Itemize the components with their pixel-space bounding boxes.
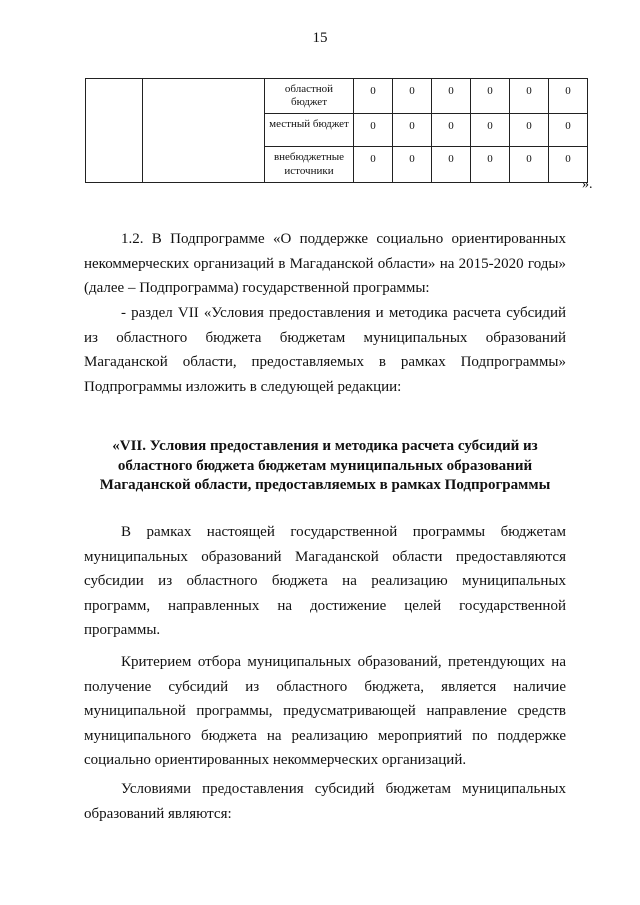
text-line: Магаданской области, предоставляемых в рамках Подпрограммы»	[84, 354, 566, 371]
table-cell-empty	[143, 79, 265, 183]
table-cell-value: 0	[549, 79, 588, 114]
text-line: образований являются:	[84, 805, 232, 822]
table-cell-value: 0	[549, 114, 588, 147]
text-line: некоммерческих организаций в Магаданской области» на 2015-2020 годы»	[84, 255, 566, 272]
text-line: программ, направленных на достижение целей государственной	[84, 597, 566, 614]
text-line: субсидии из областного бюджета на реализацию муниципальных	[84, 573, 566, 590]
table-cell-value: 0	[510, 79, 549, 114]
table-cell-value: 0	[393, 147, 432, 182]
table-cell-value: 0	[393, 114, 432, 147]
table-cell-value: 0	[510, 147, 549, 182]
heading-line: «VII. Условия предоставления и методика расчета субсидий из	[112, 438, 538, 454]
table-cell-value: 0	[354, 114, 393, 147]
table-row-label: местный бюджет	[265, 114, 354, 147]
text-line: Подпрограммы изложить в следующей редакции:	[84, 378, 402, 395]
table-row	[86, 79, 588, 114]
table-cell-value: 0	[432, 114, 471, 147]
table-closing-quote: ».	[582, 177, 593, 192]
heading-line: Магаданской области, предоставляемых в рамках Подпрограммы	[99, 477, 551, 493]
text-line: из областного бюджета бюджетам муниципальных образований	[84, 329, 566, 346]
text-line: Критерием отбора муниципальных образований, претендующих на	[121, 654, 566, 670]
amendment-intro	[84, 227, 566, 301]
text-line: получение субсидий из областного бюджета, является наличие	[84, 678, 566, 695]
table-cell-value: 0	[471, 79, 510, 114]
section-heading	[84, 437, 566, 496]
table-cell-value: 0	[432, 79, 471, 114]
paragraph-criteria	[84, 650, 566, 773]
table-cell-value: 0	[432, 147, 471, 182]
text-line: В рамках настоящей государственной программы бюджетам	[121, 524, 566, 540]
text-line: муниципального бюджета на реализацию мероприятий по поддержке	[84, 727, 566, 744]
paragraph-conditions	[84, 777, 566, 826]
paragraph-subsidies	[84, 520, 566, 643]
table-cell-value: 0	[471, 147, 510, 182]
funding-table	[85, 78, 588, 183]
table-cell-value: 0	[354, 79, 393, 114]
page-number: 15	[312, 30, 328, 46]
table-cell-value: 0	[471, 114, 510, 147]
table-cell-value: 0	[393, 79, 432, 114]
table-cell-empty	[86, 79, 143, 183]
table-row-label: областной бюджет	[265, 79, 354, 114]
table-cell-value: 0	[549, 147, 588, 182]
text-line: (далее – Подпрограмма) государственной программы:	[84, 280, 430, 297]
text-line: социально ориентированных некоммерческих организаций.	[84, 752, 467, 769]
text-line: программы.	[84, 622, 161, 639]
text-line: - раздел VII «Условия предоставления и методика расчета субсидий	[121, 305, 566, 321]
table-cell-value: 0	[510, 114, 549, 147]
text-line: муниципальных образований Магаданской области предоставляются	[84, 548, 566, 565]
text-line: Условиями предоставления субсидий бюджетам муниципальных	[121, 781, 566, 797]
heading-line: областного бюджета бюджетам муниципальных образований	[117, 457, 533, 474]
text-line: 1.2. В Подпрограмме «О поддержке социально ориентированных	[121, 231, 566, 247]
table-row-label: внебюджетные источники	[265, 147, 354, 182]
text-line: муниципальной программы, предусматривающей направление средств	[84, 703, 566, 720]
amendment-item	[84, 301, 566, 399]
table-cell-value: 0	[354, 147, 393, 182]
